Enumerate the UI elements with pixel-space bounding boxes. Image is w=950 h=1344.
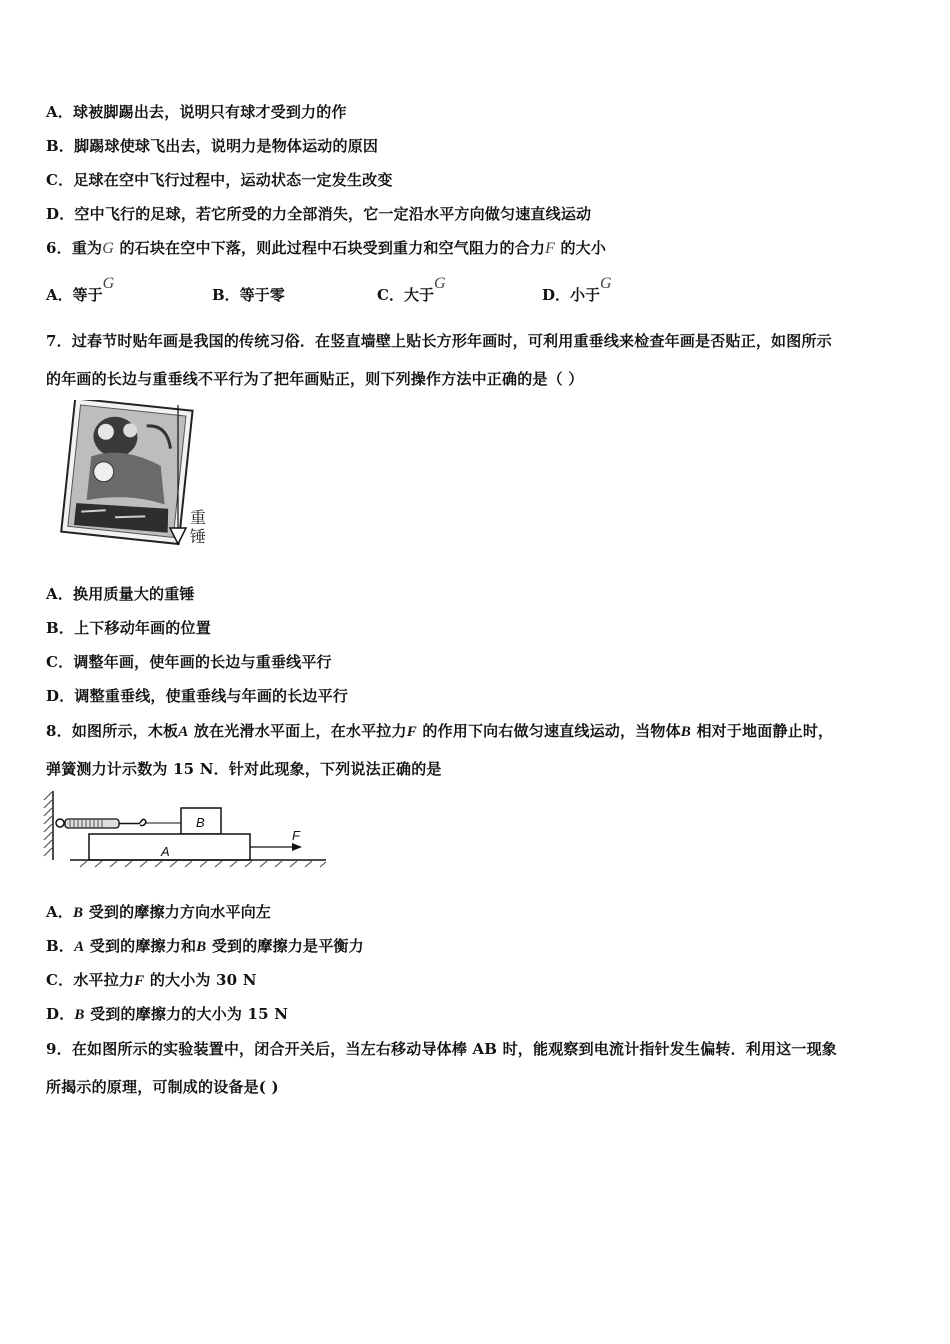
arrow-head-icon — [292, 843, 302, 851]
q8-stem-line-2: 弹簧测力计示数为 15 N．针对此现象，下列说法正确的是 — [46, 760, 442, 778]
wall-hatch — [44, 792, 52, 856]
q5-option-a: A．球被脚踢出去，说明只有球才受到力的作 — [46, 103, 347, 121]
ground-hatch — [80, 861, 326, 867]
q6-stem: 6．重为G 的石块在空中下落，则此过程中石块受到重力和空气阻力的合力F 的大小 — [46, 239, 607, 257]
q7-new-year-picture-figure — [50, 400, 220, 555]
q7-option-c: C．调整年画，使年画的长边与重垂线平行 — [46, 653, 332, 671]
q8-board-and-block-figure — [40, 788, 330, 868]
q8-option-b: B．A 受到的摩擦力和B 受到的摩擦力是平衡力 — [46, 937, 364, 955]
q7-option-d: D．调整重垂线，使重垂线与年画的长边平行 — [46, 687, 349, 705]
q5-option-d: D．空中飞行的足球，若它所受的力全部消失，它一定沿水平方向做匀速直线运动 — [46, 205, 592, 223]
q8-option-a: A．B 受到的摩擦力方向水平向左 — [46, 903, 272, 921]
q8-stem-line-1: 8．如图所示，木板A 放在光滑水平面上，在水平拉力F 的作用下向右做匀速直线运动，当物体B 相对于地面静止时， — [46, 722, 834, 740]
q8-option-c: C．水平拉力F 的大小为 30 N — [46, 971, 257, 989]
block-b-label: B — [196, 815, 205, 830]
q8-option-d: D．B 受到的摩擦力的大小为 15 N — [46, 1005, 289, 1023]
plumb-label-2: 锤 — [190, 527, 207, 546]
q6-option-c: C．大于G — [377, 275, 446, 304]
force-f-label: F — [292, 828, 300, 843]
new-year-picture — [61, 400, 192, 544]
board-a-label: A — [161, 844, 170, 859]
q9-stem-line-1: 9．在如图所示的实验装置中，闭合开关后，当左右移动导体棒 AB 时，能观察到电流计指针发生偏转．利用这一现象 — [46, 1040, 838, 1058]
q5-option-b: B．脚踢球使球飞出去，说明力是物体运动的原因 — [46, 137, 379, 155]
plumb-label-1: 重 — [190, 508, 207, 527]
q9-stem-line-2: 所揭示的原理，可制成的设备是( ) — [46, 1078, 279, 1096]
q5-option-c: C．足球在空中飞行过程中，运动状态一定发生改变 — [46, 171, 393, 189]
q6-option-a: A．等于G — [46, 275, 115, 304]
spring-scale — [56, 819, 181, 828]
q7-option-b: B．上下移动年画的位置 — [46, 619, 211, 637]
q6-option-d: D．小于G — [542, 275, 612, 304]
q7-stem-line-1: 7．过春节时贴年画是我国的传统习俗．在竖直墙壁上贴长方形年画时，可利用重垂线来检查年画是否贴正，如图所示 — [46, 332, 832, 350]
q7-stem-line-2: 的年画的长边与重垂线不平行为了把年画贴正，则下列操作方法中正确的是（ ） — [46, 370, 584, 388]
q6-option-b: B．等于零 — [212, 286, 285, 304]
q7-option-a: A．换用质量大的重锤 — [46, 585, 195, 603]
